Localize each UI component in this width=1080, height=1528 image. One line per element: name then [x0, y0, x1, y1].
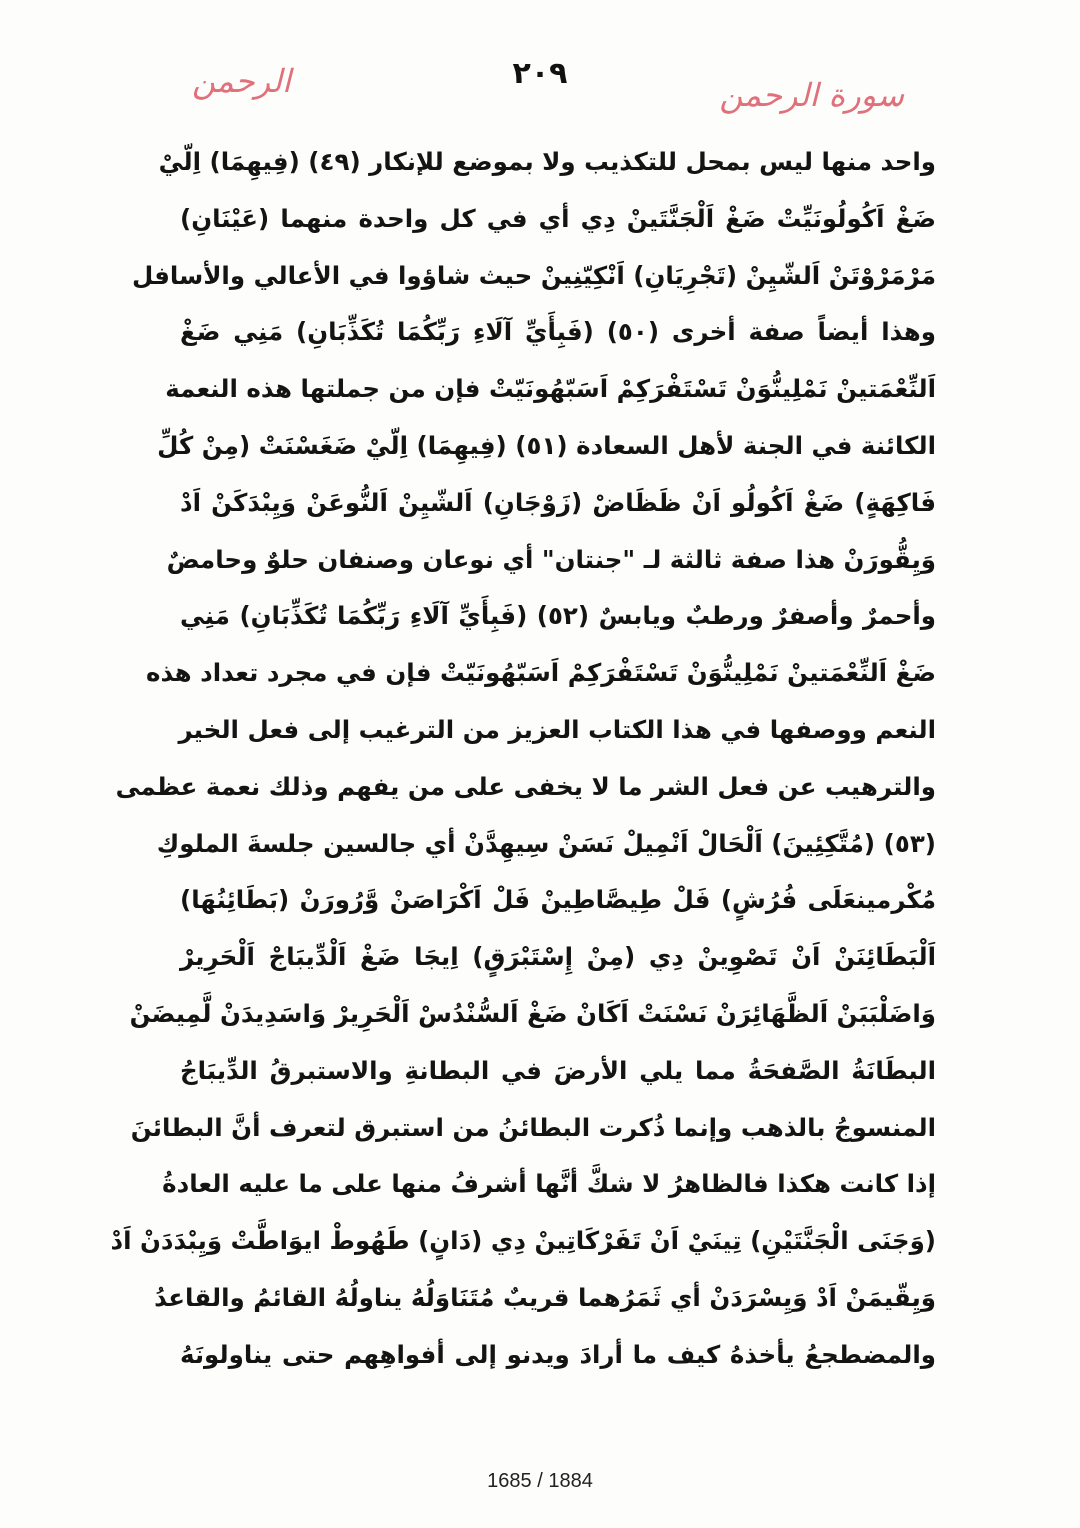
text-line: مُكْرمينعَلَى فُرُشٍ) فَلْ طِيصَّاطِينْ فَلْ اَكْرَاصَنْ وَّرُورَنْ (بَطَائِنُهَا)	[180, 885, 936, 915]
text-line: ضَغْ اَلنِّعْمَتينْ نَمْلِينُّوَنْ تَسْتَفْرَكِمْ اَسَبّهُونَيّتْ فإن في مجرد تعداد هذه	[146, 658, 936, 688]
text-line: وَاضَلْبَبَنْ اَلظَّهَائِرَنْ نَسْنَتْ اَكَانْ ضَغْ اَلسُّنْدُسْ اَلْحَرِيرْ وَاسَدِيدَنْ لَّمِيضَنْ	[129, 998, 936, 1028]
text-line: وَيِقُّورَنْ هذا صفة ثالثة لـ "جنتان" أي نوعان وصنفان حلوٌ وحامضٌ	[166, 544, 936, 574]
text-line: اَلْبَطَائِنَنْ اَنْ تَصْوِينْ دِي (مِنْ إِسْتَبْرَقٍ) اِيجَا ضَغْ اَلْدِّيبَاجْ اَلْحَرِيرْ	[180, 942, 936, 972]
text-line: ضَغْ اَكُولُونَيِّتْ ضَغْ اَلْجَنَّتَينْ دِي أي في كل واحدة منهما (عَيْنَانِ)	[180, 203, 936, 233]
text-line: إذا كانت هكذا فالظاهرُ لا شكَّ أنَّها أشرفُ منها على ما عليه العادةُ	[162, 1169, 936, 1199]
text-line: المنسوجُ بالذهب وإنما ذُكرت البطائنُ من استبرق لتعرف أنَّ البطائنَ	[130, 1112, 936, 1142]
margin-note-surah-name: الرحمن	[192, 62, 291, 100]
page-body	[110, 134, 936, 1384]
text-line: وَيِقّيمَنْ اَدْ وَيِسْرَدَنْ أي ثَمَرُهما قريبٌ مُتَنَاوَلُهُ يناولُهُ القائمُ والقاعدُ	[154, 1282, 936, 1312]
page-counter: 1685 / 1884	[487, 1470, 593, 1492]
text-line: والترهيب عن فعل الشر ما لا يخفى على من يفهم وذلك نعمة عظمى	[115, 771, 936, 801]
text-line: النعم ووصفها في هذا الكتاب العزيز من الترغيب إلى فعل الخير	[178, 714, 936, 744]
text-line: اَلنِّعْمَتينْ نَمْلِينُّوَنْ تَسْتَفْرَكِمْ اَسَبّهُونَيّتْ فإن من جملتها هذه النعمة	[165, 374, 936, 404]
text-line: وأحمرٌ وأصفرٌ ورطبٌ ويابسٌ (٥٢) (فَبِأَيِّ آلَاءِ رَبِّكُمَا تُكَذِّبَانِ) مَنِي	[180, 601, 936, 631]
text-line: الكائنة في الجنة لأهل السعادة (٥١) (فِيهِمَا) اِلّيْ ضَغَسْنَتْ (مِنْ كُلِّ	[157, 430, 936, 460]
text-line: البطَانَةُ الصَّفحَةُ مما يلي الأرضَ في البطانةِ والاستبرقُ الدِّيبَاجُ	[180, 1055, 936, 1085]
text-line: وهذا أيضاً صفة أخرى (٥٠) (فَبِأَيِّ آلَاءِ رَبِّكُمَا تُكَذِّبَانِ) مَنِي ضَغْ	[180, 317, 936, 347]
text-line: فَاكِهَةٍ) ضَغْ اَكُولُو اَنْ ظَظَاضْ (زَوْجَانِ) اَلشّيِنْ اَلنُّوعَنْ وَيِبْدَكَنْ اَدْ	[180, 487, 936, 517]
text-line: مَرْمَرْوْتَنْ اَلشّيِنْ (تَجْرِيَانِ) اَنْكِيّنِينْ حيث شاؤوا في الأعالي والأسافل	[131, 260, 936, 290]
text-line: (٥٣) (مُتَّكِئِينَ) اَلْحَالْ اَنْمِيلْ نَسَنْ سِيهِدَّنْ أي جالسين جلسةَ الملوكِ	[156, 828, 936, 858]
margin-note-surah-title: سورة الرحمن	[719, 76, 904, 114]
text-line: واحد منها ليس بمحل للتكذيب ولا بموضع للإنكار (٤٩) (فِيهِمَا) اِلّيْ	[158, 147, 936, 176]
text-line: (وَجَنَى الْجَنَّتَيْنِ) تِينَيْ اَنْ تَفَرْكَاتِينْ دِي (دَانٍ) طَهُوطْ ايوَاطَّتْ وَيِبْدَدَنْ اَدْ	[110, 1226, 936, 1256]
text-line: والمضطجعُ يأخذهُ كيف ما أرادَ ويدنو إلى أفواهِهم حتى يناولونَهُ	[180, 1339, 936, 1369]
page-number: ٢٠٩	[512, 56, 568, 91]
